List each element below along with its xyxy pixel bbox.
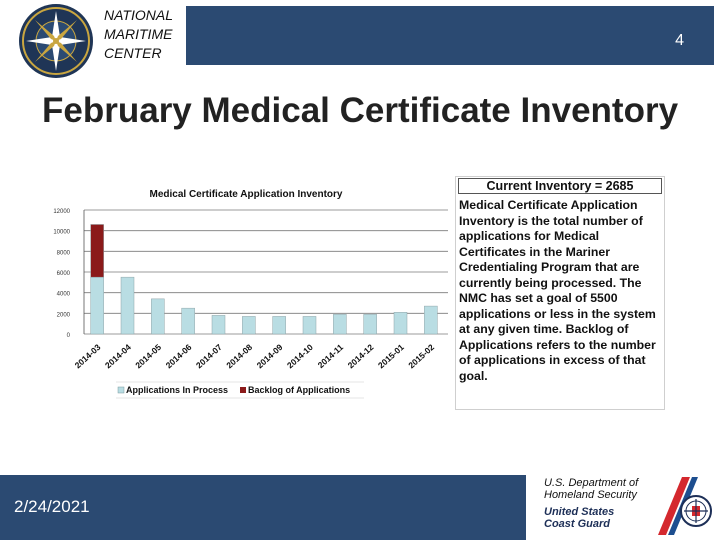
inventory-chart <box>40 176 452 409</box>
x-tick-label: 2014-09 <box>254 342 285 371</box>
x-tick-label: 2014-03 <box>72 342 103 371</box>
slide-number: 4 <box>675 32 684 49</box>
bar-in-process <box>121 277 134 334</box>
bar-in-process <box>303 316 316 334</box>
org-line: MARITIME <box>104 26 173 42</box>
x-tick-label: 2014-04 <box>102 342 133 371</box>
legend-label: Backlog of Applications <box>248 385 351 395</box>
legend-label: Applications In Process <box>126 385 229 395</box>
bar-in-process <box>212 315 225 334</box>
dhs-wordmark <box>544 477 644 501</box>
bar-in-process <box>182 308 195 334</box>
dhs-line: Homeland Security <box>544 489 637 501</box>
org-line: CENTER <box>104 45 162 61</box>
dhs-line: U.S. Department of <box>544 477 639 489</box>
footer-date: 2/24/2021 <box>14 497 90 516</box>
chart-panel <box>40 176 452 409</box>
uscg-wordmark <box>544 506 644 530</box>
x-tick-label: 2015-02 <box>406 342 437 371</box>
bar-in-process <box>273 316 286 334</box>
x-tick-label: 2014-05 <box>133 342 164 371</box>
bar-in-process <box>91 277 104 334</box>
slide-title: February Medical Certificate Inventory <box>42 91 679 130</box>
info-description: Medical Certificate Application Inventory is the total number of applications for Medical Certificates in the Mariner Credentialing Program that are currently being processed. The NMC has set a goal of 5500 applications or less in the system at any given time. Backlog of Applications refers to the number of applications in excess of that goal. <box>459 198 656 383</box>
x-tick-label: 2014-08 <box>224 342 255 371</box>
uscg-line: United States <box>544 506 615 518</box>
header-bar <box>186 6 714 65</box>
current-inventory-heading: Current Inventory = 2685 <box>458 178 662 194</box>
bar-in-process <box>394 312 407 334</box>
bar-in-process <box>242 316 255 334</box>
legend-swatch <box>118 387 124 393</box>
uscg-line: Coast Guard <box>544 518 611 530</box>
y-tick-label: 4000 <box>56 291 70 298</box>
chart-title: Medical Certificate Application Inventory <box>149 189 343 200</box>
y-tick-label: 12000 <box>53 209 70 215</box>
bar-in-process <box>333 314 346 334</box>
nmc-seal-icon <box>18 3 94 79</box>
bar-in-process <box>424 306 437 334</box>
org-name <box>104 6 194 63</box>
x-tick-label: 2014-07 <box>193 342 224 371</box>
legend-swatch <box>240 387 246 393</box>
coast-guard-logo-icon <box>652 477 716 535</box>
y-tick-label: 6000 <box>56 271 70 277</box>
y-tick-label: 10000 <box>53 229 70 236</box>
y-tick-label: 8000 <box>56 250 70 257</box>
org-line: NATIONAL <box>104 7 173 23</box>
x-tick-label: 2014-06 <box>163 342 194 371</box>
x-tick-label: 2014-12 <box>345 342 376 371</box>
bar-in-process <box>151 299 164 334</box>
x-tick-label: 2015-01 <box>375 342 406 371</box>
x-tick-label: 2014-10 <box>284 342 315 371</box>
y-tick-label: 2000 <box>56 312 70 319</box>
bar-backlog <box>91 224 104 277</box>
x-tick-label: 2014-11 <box>315 342 346 371</box>
info-panel <box>455 176 665 410</box>
y-tick-label: 0 <box>66 333 70 339</box>
bar-in-process <box>364 314 377 334</box>
